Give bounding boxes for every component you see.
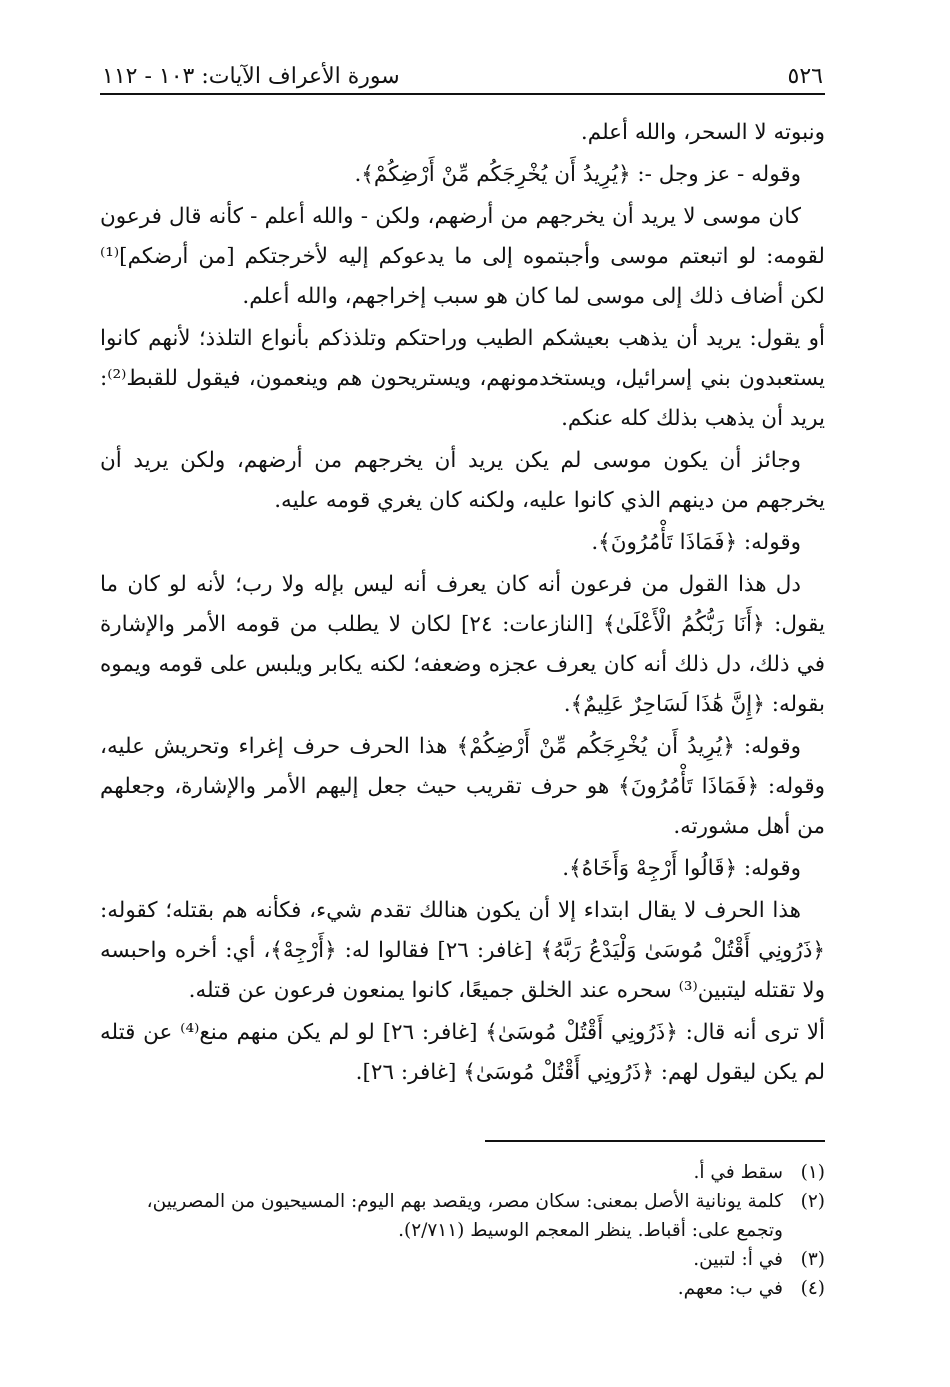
- paragraph-5: وجائز أن يكون موسى لم يكن يريد أن يخرجهم من أرضهم، ولكن يريد أن يخرجهم من دينهم الذي كانوا عليه، ولكنه كان يغري قومه عليه.: [100, 448, 825, 513]
- footnote-text: كلمة يونانية الأصل بمعنى: سكان مصر، ويقصد بهم اليوم: المسيحيون من المصريين، وتجمع على: أقباط. ينظر المعجم الوسيط (٢/٧١١).: [146, 1191, 783, 1241]
- footnote-number: (١): [800, 1162, 825, 1183]
- footnote-number: (٣): [800, 1249, 825, 1270]
- paragraph-11: ألا ترى أنه قال: ﴿ذَرُونِي أَقْتُلْ مُوسَىٰ﴾ [غافر: ٢٦] لو لم يكن منهم منع⁽⁴⁾ عن قتله لم يكن ليقول لهم: ﴿ذَرُونِي أَقْتُلْ مُوسَىٰ﴾ [غافر: ٢٦].: [100, 1020, 825, 1085]
- paragraph-9: وقوله: ﴿قَالُوا أَرْجِهْ وَأَخَاهُ﴾.: [562, 856, 801, 881]
- paragraph-8: وقوله: ﴿يُرِيدُ أَن يُخْرِجَكُم مِّنْ أَرْضِكُمْ﴾ هذا الحرف حرف إغراء وتحريش عليه، وقوله: ﴿فَمَاذَا تَأْمُرُونَ﴾ هو حرف تقريب حيث جعل إليهم الأمر والإشارة، وجعلهم من أهل مشورته.: [100, 734, 825, 839]
- paragraph-6: وقوله: ﴿فَمَاذَا تَأْمُرُونَ﴾.: [591, 530, 801, 555]
- paragraph-2: وقوله - عز وجل -: ﴿يُرِيدُ أَن يُخْرِجَكُم مِّنْ أَرْضِكُمْ﴾.: [354, 162, 801, 187]
- footnote-2: [100, 1187, 825, 1245]
- footnote-text: سقط في أ.: [693, 1162, 783, 1183]
- paragraph-4: أو يقول: يريد أن يذهب بعيشكم الطيب وراحتكم وتلذذكم بأنواع التلذذ؛ لأنهم كانوا يستعبدون بني إسرائيل، ويستخدمونهم، ويستريحون هم وينعمون، فيقول للقبط⁽²⁾: يريد أن يذهب بذلك كله عنكم.: [100, 326, 825, 431]
- running-title: سورة الأعراف الآيات: ١٠٣ - ١١٢: [102, 64, 400, 89]
- page-header: [100, 55, 825, 95]
- paragraph-7: دل هذا القول من فرعون أنه كان يعرف أنه ليس بإله ولا رب؛ لأنه لو كان ما يقول: ﴿أَنَا رَبُّكُمُ الْأَعْلَىٰ﴾ [النازعات: ٢٤] لكان لا يطلب من قومه الأمر والإشارة في ذلك، دل ذلك أنه كان يعرف عجزه وضعفه؛ لكنه يكابر ويلبس على قومه ويموه بقوله: ﴿إِنَّ هَٰذَا لَسَاحِرٌ عَلِيمٌ﴾.: [100, 572, 825, 717]
- footnote-text: في ب: معهم.: [677, 1278, 783, 1299]
- book-page: [100, 55, 825, 1345]
- footnote-text: في أ: لتبين.: [693, 1249, 783, 1270]
- footnote-3: [100, 1245, 825, 1274]
- footnote-number: (٤): [800, 1278, 825, 1299]
- paragraph-10: هذا الحرف لا يقال ابتداء إلا أن يكون هنالك تقدم شيء، فكأنه هم بقتله؛ كقوله: ﴿ذَرُونِي أَقْتُلْ مُوسَىٰ وَلْيَدْعُ رَبَّهُ﴾ [غافر: ٢٦] فقالوا له: ﴿أَرْجِهْ﴾، أي: أخره واحبسه ولا تقتله ليتبين⁽³⁾ سحره عند الخلق جميعًا، كانوا يمنعون فرعون عن قتله.: [100, 898, 825, 1003]
- footnotes: [100, 1158, 825, 1303]
- footnote-1: [100, 1158, 825, 1187]
- paragraph-3: كان موسى لا يريد أن يخرجهم من أرضهم، ولكن - والله أعلم - كأنه قال فرعون لقومه: لو اتبعتم موسى وأجبتموه إلى ما يدعوكم إليه لأخرجتكم [من أرضكم]⁽¹⁾ لكن أضاف ذلك إلى موسى لما كان هو سبب إخراجهم، والله أعلم.: [100, 204, 825, 309]
- footnote-separator: [485, 1140, 825, 1142]
- footnote-4: [100, 1274, 825, 1303]
- footnote-number: (٢): [800, 1191, 825, 1212]
- page-number: ٥٢٦: [787, 64, 823, 89]
- paragraph-1: ونبوته لا السحر، والله أعلم.: [580, 120, 825, 145]
- main-text: [100, 113, 825, 1093]
